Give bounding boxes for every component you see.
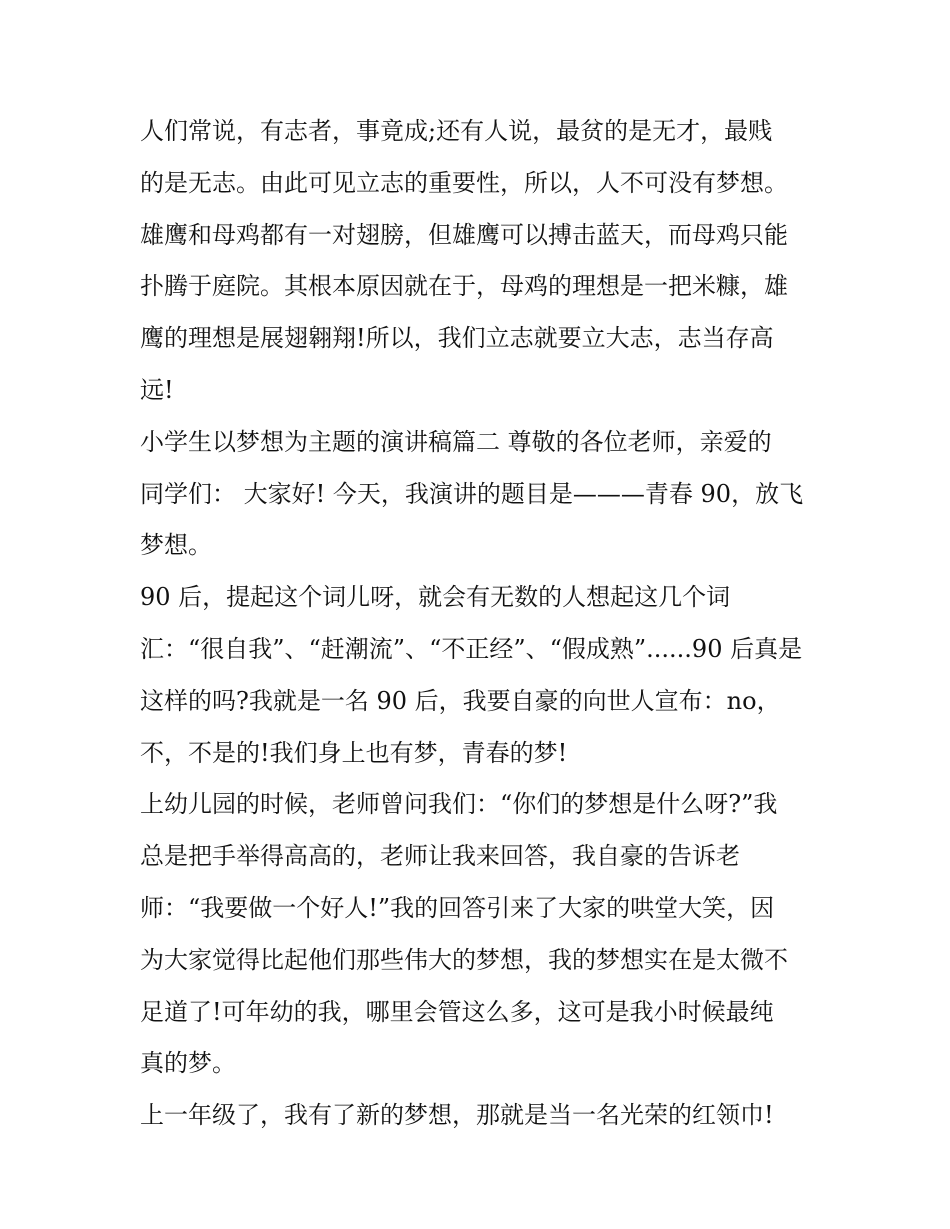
text-line: 总是把手举得高高的，老师让我来回答，我自豪的告诉老 (140, 842, 740, 871)
text-line: 不，不是的!我们身上也有梦，青春的梦! (140, 738, 568, 767)
text-line: 真的梦。 (140, 1049, 236, 1078)
text-line: 为大家觉得比起他们那些伟大的梦想，我的梦想实在是太微不 (140, 945, 788, 974)
text-line: 扑腾于庭院。其根本原因就在于，母鸡的理想是一把米糠，雄 (140, 272, 788, 301)
text-line: 人们常说，有志者，事竟成;还有人说，最贫的是无才，最贱 (140, 117, 773, 145)
text-line: 远! (140, 375, 174, 404)
text-line: 上一年级了，我有了新的梦想，那就是当一名光荣的红领巾! (140, 1101, 774, 1130)
text-line: 小学生以梦想为主题的演讲稿篇二 尊敬的各位老师，亲爱的 (140, 427, 772, 456)
text-line: 90 后，提起这个词儿呀，就会有无数的人想起这几个词 (140, 583, 731, 612)
text-line: 足道了!可年幼的我，哪里会管这么多，这可是我小时候最纯 (140, 997, 774, 1026)
text-line: 这样的吗?我就是一名 90 后，我要自豪的向世人宣布：no， (140, 686, 781, 715)
text-line: 鹰的理想是展翅翱翔!所以，我们立志就要立大志，志当存高 (140, 324, 774, 353)
text-line: 上幼儿园的时候，老师曾问我们：“你们的梦想是什么呀?”我 (140, 790, 778, 819)
text-line: 师：“我要做一个好人!”我的回答引来了大家的哄堂大笑，因 (140, 893, 775, 922)
text-line: 的是无志。由此可见立志的重要性，所以，人不可没有梦想。 (140, 168, 788, 197)
text-line: 同学们： 大家好! 今天，我演讲的题目是———青春 90，放飞 (140, 479, 804, 508)
text-line: 梦想。 (140, 531, 212, 560)
text-line: 雄鹰和母鸡都有一对翅膀，但雄鹰可以搏击蓝天，而母鸡只能 (140, 220, 788, 249)
text-line: 汇：“很自我”、“赶潮流”、“不正经”、“假成熟”......90 后真是 (140, 634, 803, 663)
